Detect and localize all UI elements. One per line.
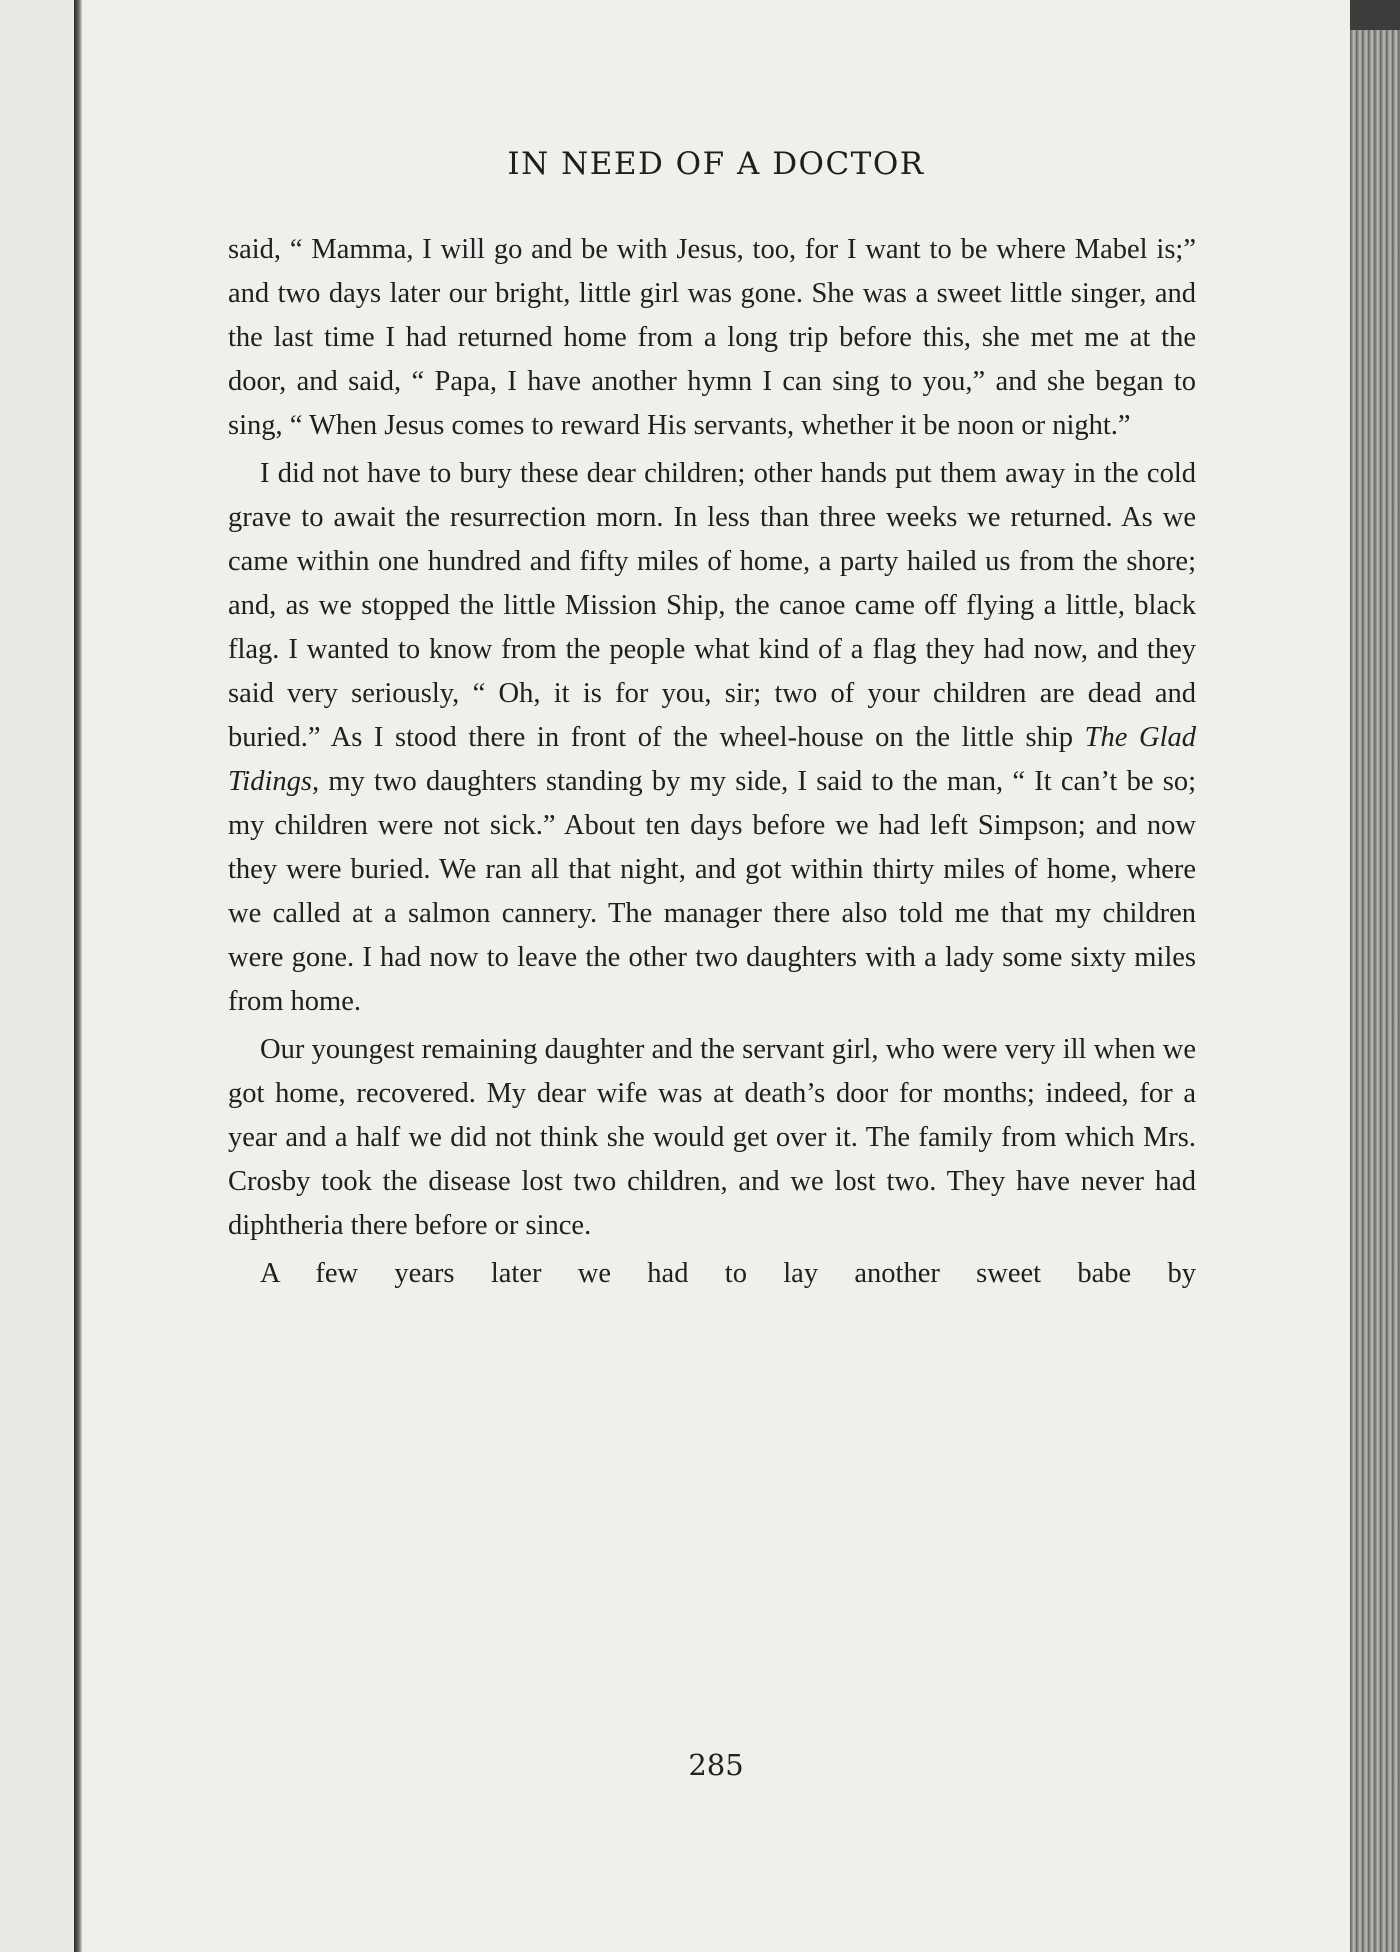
paragraph-3: Our youngest remaining daughter and the servant girl, who were very ill when we got home, recovered. My dear wife was at death’s door for months; indeed, for a year and a half we did not think she would get over it. The family from which Mrs. Crosby took the disease lost two children, and we lost two. They have never had diphtheria there before or since. (228, 1034, 1196, 1241)
paragraph-1: said, “ Mamma, I will go and be with Jesus, too, for I want to be where Mabel is;” and two days later our bright, little girl was gone. She was a sweet little singer, and the last time I had returned home from a long trip before this, she met me at the door, and said, “ Papa, I have another hymn I can sing to you,” and she began to sing, “ When Jesus comes to reward His servants, whether it be noon or night.” (228, 234, 1196, 441)
paragraph-4: A few years later we had to lay another sweet babe by (260, 1258, 1196, 1289)
page-stack-top (1350, 0, 1400, 30)
paragraph-2-part-a: I did not have to bury these dear children; other hands put them away in the cold grave to await the resurrection morn. In less than three weeks we returned. As we came within one hundred and fifty miles of home, a party hailed us from the shore; and, as we stopped the little Mission Ship, the canoe came off flying a little, black flag. I wanted to know from the people what kind of a flag they had now, and they said very seriously, “ Oh, it is for you, sir; two of your children are dead and buried.” As I stood there in front of the wheel-house on the little ship (228, 458, 1196, 753)
ship-name: The Glad Tidings, (228, 722, 1196, 797)
page-stack-edge (1350, 30, 1400, 1952)
paragraph-2-part-b: my two daughters standing by my side, I said to the man, “ It can’t be so; my children were not sick.” About ten days before we had left Simpson; and now they were buried. We ran all that night, and got within thirty miles of home, where we called at a salmon cannery. The manager there also told me that my children were gone. I had now to leave the other two daughters with a lady some sixty miles from home. (228, 766, 1196, 1017)
paragraph-2 (228, 452, 1196, 1024)
body-text (228, 228, 1196, 1296)
page-number: 285 (688, 1748, 744, 1782)
running-head: IN NEED OF A DOCTOR (507, 146, 925, 182)
facing-page-edge (0, 0, 74, 1952)
book-page (82, 0, 1350, 1952)
book-gutter (74, 0, 82, 1952)
